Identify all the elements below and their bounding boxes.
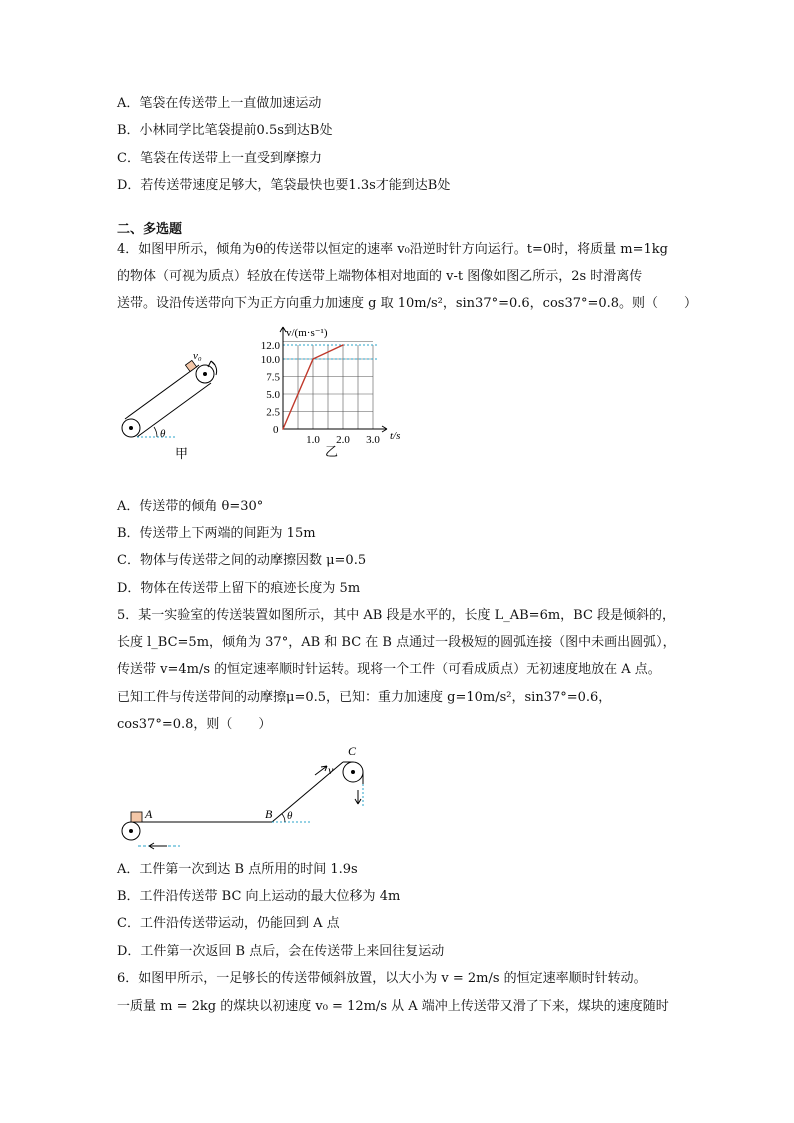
q5-stem-line-4: 已知工件与传送带间的动摩擦μ=0.5，已知：重力加速度 g=10m/s²，sin37°=0.6， [117, 690, 612, 705]
q5-option-b: B．工件沿传送带 BC 向上运动的最大位移为 4m [117, 889, 401, 904]
q4-figure-jia [115, 345, 225, 465]
q5-stem-line-3: 传送带 v=4m/s 的恒定速率顺时针运转。现将一个工件（可看成质点）无初速度地放在 A 点。 [117, 662, 661, 677]
q4-option-a: A．传送带的倾角 θ=30° [117, 499, 264, 514]
y-tick-label: 12.0 [260, 340, 280, 352]
x-tick-label: 1.0 [306, 434, 320, 446]
q4-stem-line-3: 送带。设沿传送带向下为正方向重力加速度 g 取 10m/s²，sin37°=0.6，cos37°=0.8。则（ ） [117, 296, 698, 311]
y-tick-label: 7.5 [266, 371, 280, 384]
y-tick-label: 2.5 [266, 406, 280, 419]
series-point [342, 344, 344, 346]
block [185, 360, 196, 371]
section-title: 二、多选题 [117, 222, 183, 237]
chart-origin: 0 [273, 424, 279, 436]
series-point [282, 428, 284, 430]
q5-figure [115, 742, 385, 854]
chart-ylabel: v/(m·s⁻¹) [286, 327, 328, 339]
q4-option-d: D．物体在传送带上留下的痕迹长度为 5m [117, 581, 361, 596]
caption-jia: 甲 [175, 446, 189, 461]
q4-stem-line-1: 4．如图甲所示，倾角为θ的传送带以恒定的速率 v₀沿逆时针方向运行。t=0时，将质量 m=1kg [117, 242, 668, 257]
v0-label: v₀ [193, 350, 202, 362]
x-tick-label: 3.0 [366, 434, 380, 446]
q6-stem-line-2: 一质量 m = 2kg 的煤块以初速度 v₀ = 12m/s 从 A 端冲上传送带又滑了下来，煤块的速度随时 [117, 999, 669, 1014]
x-tick-label: 2.0 [336, 434, 350, 446]
q5-stem-line-1: 5．某一实验室的传送装置如图所示，其中 AB 段是水平的，长度 L_AB=6m，BC 段是倾斜的， [117, 608, 676, 623]
label-theta: θ [287, 810, 293, 822]
q6-stem-line-1: 6．如图甲所示，一足够长的传送带倾斜放置，以大小为 v = 2m/s 的恒定速率顺时针转动。 [117, 971, 647, 986]
label-a: A [145, 807, 153, 821]
q4-stem-line-2: 的物体（可视为质点）轻放在传送带上端物体相对地面的 v-t 图像如图乙所示，2s 时滑离传 [117, 269, 643, 284]
q5-stem-line-2: 长度 l_BC=5m，倾角为 37°，AB 和 BC 在 B 点通过一段极短的圆弧连接（图中未画出圆弧）， [117, 635, 676, 650]
caption-yi: 乙 [325, 444, 339, 459]
q3-option-d: D．若传送带速度足够大，笔袋最快也要1.3s才能到达B处 [117, 178, 451, 193]
q5-option-a: A．工件第一次到达 B 点所用的时间 1.9s [117, 862, 358, 877]
q4-option-c: C．物体与传送带之间的动摩擦因数 μ=0.5 [117, 553, 367, 568]
workpiece [131, 812, 142, 822]
series-point [312, 358, 314, 360]
q5-option-d: D．工件第一次返回 B 点后，会在传送带上来回往复运动 [117, 944, 445, 959]
q3-option-a: A．笔袋在传送带上一直做加速运动 [117, 96, 322, 111]
label-c: C [348, 744, 357, 758]
q5-stem-line-5: cos37°=0.8，则（ ） [117, 717, 272, 732]
label-b: B [265, 807, 273, 821]
theta-label: θ [160, 428, 166, 440]
y-tick-label: 5.0 [266, 389, 280, 401]
q4-figure-yi-chart [255, 320, 415, 480]
q3-option-c: C．笔袋在传送带上一直受到摩擦力 [117, 151, 322, 166]
q4-option-b: B．传送带上下两端的间距为 15m [117, 526, 316, 541]
q5-option-c: C．工件沿传送带运动，仍能回到 A 点 [117, 916, 340, 931]
y-tick-label: 10.0 [260, 354, 280, 366]
label-v: v [328, 763, 334, 777]
q3-option-b: B．小林同学比笔袋提前0.5s到达B处 [117, 123, 333, 138]
chart-xlabel: t/s [390, 430, 401, 442]
